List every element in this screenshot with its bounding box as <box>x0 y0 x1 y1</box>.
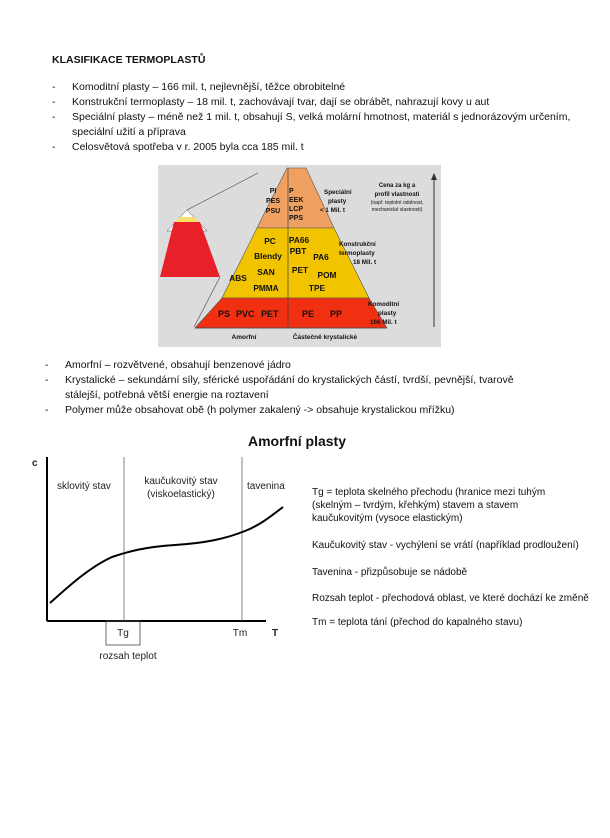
list-item: - Krystalické – sekundární síly, sférické uspořádání do krystalických částí, tvrdší, pevnější, tvarově stálejší, potřebná větší energie na roztavení <box>45 373 545 403</box>
structure-list <box>45 358 545 418</box>
amorphous-label: Amorfní <box>231 334 257 341</box>
thermoplastics-list <box>52 80 572 155</box>
list-item: - Celosvětová spotřeba v r. 2005 byla cca 185 mil. t <box>52 140 572 155</box>
range-label: rozsah teplot <box>99 651 157 662</box>
polymer-label: POM <box>317 270 337 280</box>
tier-label-special: Speciální <box>324 189 352 196</box>
polymer-label: PMMA <box>253 283 279 293</box>
definition-tm: Tm = teplota tání (přechod do kapalného stavu) <box>312 617 523 628</box>
list-item: - Konstrukční termoplasty – 18 mil. t, zachovávají tvar, dají se obrábět, nahrazují kovy u aut <box>52 95 572 110</box>
list-item: - Polymer může obsahovat obě (h polymer zakalený -> obsahuje krystalickou mřížku) <box>45 403 545 418</box>
y-axis-label: c <box>32 458 38 469</box>
tier-label-special: < 1 Mil. t <box>320 207 346 214</box>
price-label: mechanické vlastnosti) <box>371 207 423 213</box>
region-rubbery-sub: (viskoelastický) <box>147 489 215 500</box>
polymer-label: PP <box>330 309 343 319</box>
tier-label-commodity: 166 Mil. t <box>370 319 397 326</box>
list-item: - Amorfní – rozvětvené, obsahují benzenové jádro <box>45 358 545 373</box>
polymer-label: PS <box>218 309 231 319</box>
polymer-label: PE <box>302 309 315 319</box>
polymer-label: LCP <box>289 206 303 213</box>
polymer-label: SAN <box>257 267 275 277</box>
region-rubbery: kaučukovitý stav <box>144 476 218 487</box>
price-label: Cena za kg a <box>378 183 416 189</box>
polymer-label: PA6 <box>313 252 329 262</box>
crystalline-label: Částečně krystalické <box>292 334 358 341</box>
polymer-label: EEK <box>289 197 304 204</box>
property-curve <box>50 507 283 603</box>
polymer-label: PPS <box>289 215 304 222</box>
definition-range: Rozsah teplot - přechodová oblast, ve které dochází ke změně <box>312 593 589 604</box>
tier-label-engineering: Konstrukční <box>339 241 376 248</box>
polymer-label: TPE <box>308 283 326 293</box>
x-axis-label: T <box>272 628 279 639</box>
tier-label-commodity: Komoditní <box>368 301 400 308</box>
list-item: - Speciální plasty – méně než 1 mil. t, obsahují S, velká molární hmotnost, materiál s jednorázovým určením, speciální užití a příprava <box>52 110 572 140</box>
price-label: profil vlastností <box>374 192 420 198</box>
tier-label-engineering: 18 Mil. t <box>353 259 377 266</box>
polymer-label: PC <box>264 236 276 246</box>
polymer-label: PA66 <box>288 235 310 245</box>
polymer-label: PBT <box>289 246 307 256</box>
tier-label-commodity: plasty <box>378 310 397 317</box>
polymer-label: PVC <box>236 309 255 319</box>
plastics-pyramid-figure <box>158 165 441 347</box>
polymer-label: P <box>289 188 294 195</box>
polymer-label: PET <box>291 265 309 275</box>
definition-rubbery: Kaučukovitý stav - vychýlení se vrátí (například prodloužení) <box>312 540 579 551</box>
graph-title: Amorfní plasty <box>247 433 347 449</box>
definition-tg: Tg = teplota skelného přechodu (hranice mezi tuhým (skelným – tvrdým, křehkým) stavem a stavem kaučukovitým (vysoce elastickým) <box>312 487 546 524</box>
tier-label-special: plasty <box>328 198 347 205</box>
polymer-label: PSU <box>265 208 281 215</box>
definition-melt: Tavenina - přizpůsobuje se nádobě <box>312 567 468 578</box>
polymer-label: PI <box>269 188 277 195</box>
tm-label: Tm <box>232 628 248 639</box>
polymer-label: ABS <box>229 273 247 283</box>
polymer-label: Blendy <box>254 251 282 261</box>
list-item: - Komoditní plasty – 166 mil. t, nejlevnější, těžce obrobitelné <box>52 80 572 95</box>
page-title: KLASIFIKACE TERMOPLASTŮ <box>52 54 206 66</box>
price-label: (např. teplotní odolnost, <box>370 200 424 206</box>
polymer-label: PET <box>261 309 279 319</box>
polymer-label: PES <box>265 198 281 205</box>
region-melt: tavenina <box>247 481 285 492</box>
region-glassy: sklovitý stav <box>57 481 111 492</box>
tg-label: Tg <box>117 628 129 639</box>
tier-label-engineering: termoplasty <box>339 250 375 257</box>
